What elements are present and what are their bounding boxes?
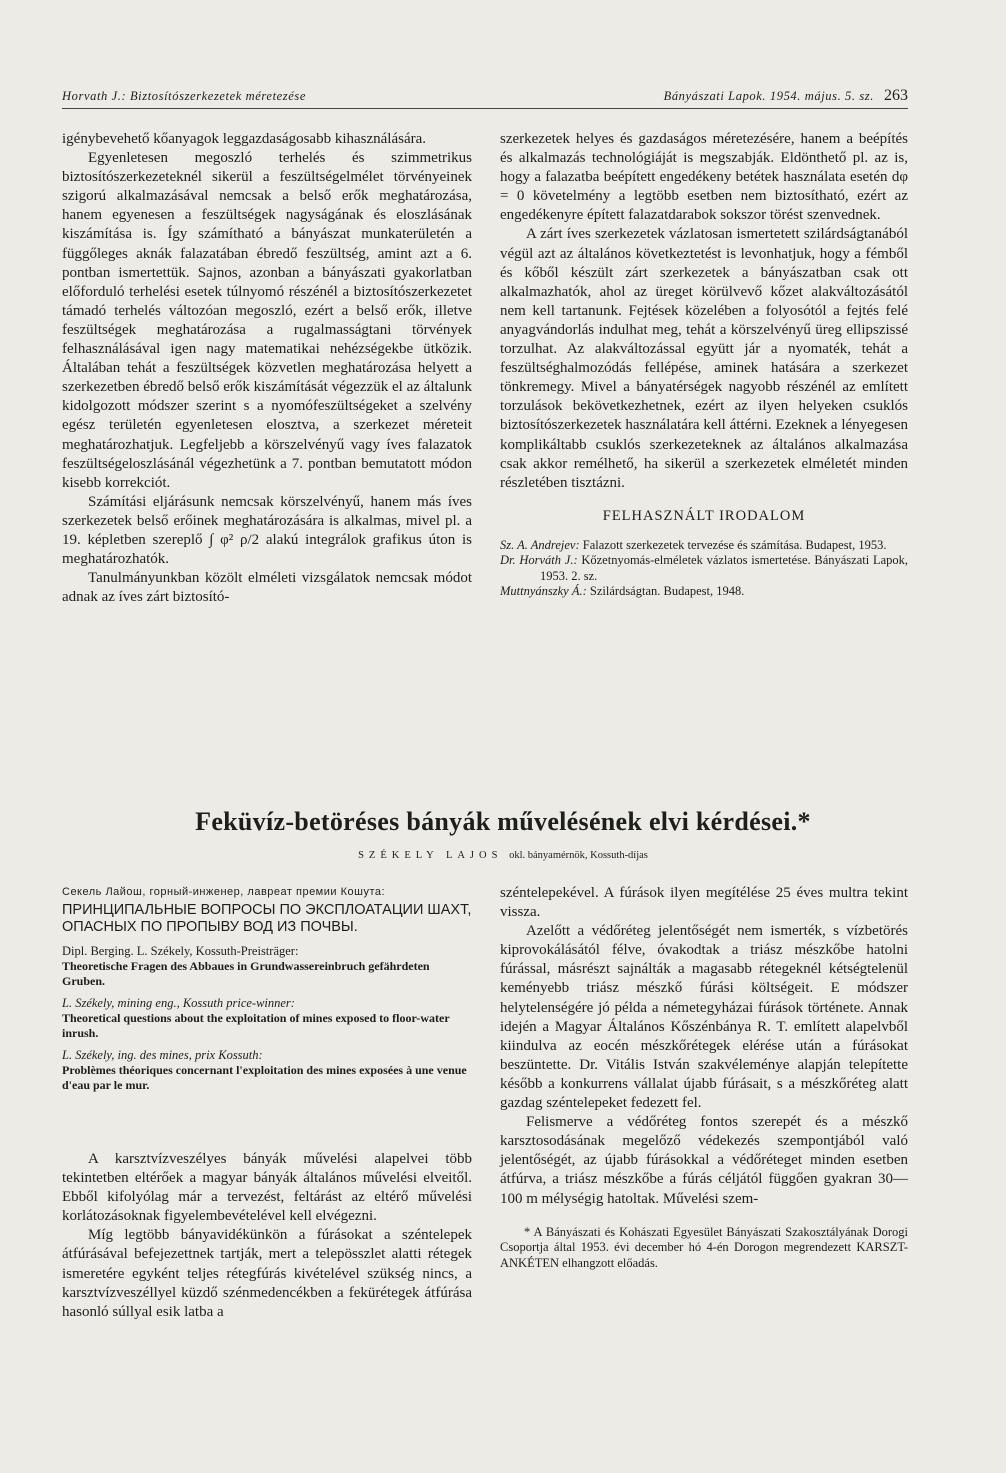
- upper-right-column: [500, 130, 908, 600]
- paragraph: szerkezetek helyes és gazdaságos méretezésére, hanem a beépítés és alkalmazás technológiáját is megszabják. Eldönthető pl. az is, hogy a falazatba beépített engedékeny betétek használata esetén dφ = 0 követelmény a legtöbb esetben nem biztosítható, ezért az engedékenyre épített falazatdarabok sokszor törést szenvednek.: [500, 131, 908, 224]
- author-title: okl. bányamérnök, Kossuth-díjas: [509, 850, 648, 861]
- reference-author: Muttnyánszky Á.:: [500, 584, 587, 599]
- abstract-de: [62, 943, 472, 988]
- reference-item: [500, 584, 908, 600]
- page-number: 263: [884, 87, 908, 104]
- abstract-title: ПРИНЦИПАЛЬНЫЕ ВОПРОСЫ ПО ЭКСПЛОАТАЦИИ ШАХТ, ОПАСНЫХ ПО ПРОПЫВУ ВОД ИЗ ПОЧВЫ.: [62, 902, 472, 935]
- reference-text: Kőzetnyomás-elméletek vázlatos ismertetése. Bányászati Lapok, 1953. 2. sz.: [540, 553, 908, 583]
- footnote: * A Bányászati és Kohászati Egyesület Bányászati Szakosztályának Dorogi Csoportja által 1953. évi december hó 4-én Dorogon megrendezett KARSZT-ANKÉTEN elhangzott előadás.: [500, 1224, 908, 1270]
- abstract-ru: [62, 884, 472, 936]
- lower-left-column: [62, 1150, 472, 1322]
- abstract-author: Dipl. Berging. L. Székely, Kossuth-Preisträger:: [62, 944, 299, 958]
- upper-left-column: [62, 130, 472, 607]
- reference-author: Sz. A. Andrejev:: [500, 537, 580, 552]
- abstract-title: Problèmes théoriques concernant l'exploitation des mines exposées à une venue d'eau par le mur.: [62, 1063, 467, 1092]
- abstract-fr: [62, 1047, 472, 1092]
- author-name: SZÉKELY LAJOS: [358, 850, 503, 861]
- byline: [0, 850, 1006, 861]
- article-title: Feküvíz-betöréses bányák művelésének elvi kérdései.*: [195, 807, 811, 836]
- paragraph: Egyenletesen megoszló terhelés és szimmetrikus biztosítószerkezeteknél sikerül a feszültségelmélet törvényeinek szigorú alkalmazásával nemcsak a belső erők meghatározása, hanem egyenesen a feszültségek nagyságának és eloszlásának kiszámítása is. Így számítható a bányászat munkaterületén a függőleges aknák falazatában ébredő feszültség, amint azt a 6. pontban ismertettük. Sajnos, azonban a bányászati gyakorlatban előforduló terhelési esetek túlnyomó részénél a biztosítószerkezetet támadó terhelés változóan megoszló, ezért a belső erők, illetve feszültségek meghatározása a rugalmasságtani törvények felhasználásával igen nagy matematikai nehézségekbe ütközik. Általában tehát a feszültségek közvetlen meghatározása helyett a szerkezetben ébredő belső erők kiszámítását végezzük el az általunk kidolgozott módszer szerint s a nyomófeszültségeket a szelvény egész területén egyenletesen elosztva, a szerkezet méreteit meghatározhatjuk. Legfeljebb a körszelvényű vagy íves falazatok feszültségeloszlásánál végezhetünk a 7. pontban bemutatott módon kisebb korrekciót.: [62, 150, 472, 491]
- abstract-author: Секель Лайош, горный-инженер, лавреат премии Кошута:: [62, 886, 386, 898]
- running-header: [62, 86, 908, 109]
- abstract-en: [62, 995, 472, 1040]
- abstract-author: L. Székely, ing. des mines, prix Kossuth:: [62, 1048, 263, 1062]
- paragraph: igénybevehető kőanyagok leggazdaságosabb kihasználására.: [62, 131, 427, 147]
- abstract-title: Theoretische Fragen des Abbaues in Grundwassereinbruch gefährdeten Gruben.: [62, 959, 430, 988]
- reference-author: Dr. Horváth J.:: [500, 553, 578, 568]
- header-right: Bányászati Lapok. 1954. május. 5. sz.: [663, 89, 874, 103]
- reference-text: Szilárdságtan. Budapest, 1948.: [589, 584, 745, 599]
- paragraph: Számítási eljárásunk nemcsak körszelvényű, hanem más íves szerkezetek belső erőinek meghatározására is alkalmas, mivel pl. a 19. képletben szereplő ∫ φ² ρ/2 alakú integrálok grafikus úton is meghatározhatók.: [62, 493, 472, 568]
- paragraph: Azelőtt a védőréteg jelentőségét nem ismerték, s vízbetörés kiprovokálásától félve, óvakodtak a triász mészkőbe hatolni fúrással, másrészt sajnálták a magasabb rétegeknél kétségtelenül keményebb triász mészkő fúrási költségeit. E módszer helytelenségére jó példa a németegyházai fúrások története. Annak idején a Magyar Általános Kőszénbánya R. T. említett alapelvből kiindulva az eocén mészkőrétegek elérése után a fúrásokat beszüntette. Dr. Vitális István szakvéleménye alapján telepítette később a konkurrens vállalat újabb fúrásait, s a mészkőréteg alatt gazdag széntelepeket fedezett fel.: [500, 923, 908, 1112]
- lower-right-column: [500, 884, 908, 1271]
- paragraph: A zárt íves szerkezetek vázlatosan ismertetett szilárdságtanából végül azt az általános következtetést is levonhatjuk, hogy a fémből és kőből készült zárt szerkezetek a bányászatban csak ott alkalmazhatók, ahol az üreget körülvevő kőzet alakváltozásától nem kell tartanunk. Fejtések közelében a folyosótól a fejtés felé anyagvándorlás indulhat meg, tehát a körszelvényű üreg ellipszissé torzulhat. Az alakváltozással együtt jár a nyomaték, tehát a feszültséghalmozódás fellépése, aminek hatására a szerkezet tönkremegy. Mivel a bányatérségek nagyobb részénél az említett torzulások bekövetkezhetnek, ezért az ilyen helyeken csuklós biztosítószerkezetek használatára kell áttérni. Ezeknek a lényegesen komplikáltabb csuklós szerkezeteknek az általános alkalmazása csak akkor remélhető, ha sikerül a szerkezetek elméletét minden részletében tisztázni.: [500, 226, 908, 491]
- paragraph: A karsztvízveszélyes bányák művelési alapelvei több tekintetben eltérőek a magyar bányák általános művelési elveitől. Ebből kifolyólag már a tervezést, feltárást az eltérő művelési korlátozásoknak figyelembevételével kell elvégezni.: [62, 1151, 472, 1225]
- paragraph: Míg legtöbb bányavidékünkön a fúrásokat a széntelepek átfúrásával befejezettnek tartják, mert a telepösszlet alatti rétegek ismeretére egyként teljes rétegfúrás kivételével szükség nincs, a karsztvízveszéllyel küzdő szénmedencékben a fekürétegek átfúrása hasonló súllyal esik latba a: [62, 1227, 472, 1320]
- reference-item: [500, 553, 908, 584]
- header-left: Horvath J.: Biztosítószerkezetek méretezése: [62, 89, 307, 103]
- abstract-author: L. Székely, mining eng., Kossuth price-winner:: [62, 996, 295, 1010]
- paragraph: Tanulmányunkban közölt elméleti vizsgálatok nemcsak módot adnak az íves zárt biztosító-: [62, 570, 472, 606]
- abstract-title: Theoretical questions about the exploitation of mines exposed to floor-water inrush.: [62, 1011, 450, 1040]
- paragraph: Felismerve a védőréteg fontos szerepét és a mészkő karsztosodásának megelőző védekezés szempontjából való jelentőségét, az újabb fúrásokkal a védőréteget minden esetben átfúrva, a triász mészkőbe a fúrás céljától függően gyakran 30—100 m mélységig hatoltak. Művelési szem-: [500, 1114, 908, 1207]
- references-title: FELHASZNÁLT IRODALOM: [602, 507, 806, 524]
- reference-item: [500, 538, 908, 554]
- paragraph: széntelepekével. A fúrások ilyen megítélése 25 éves multra tekint vissza.: [500, 885, 908, 921]
- reference-text: Falazott szerkezetek tervezése és számítása. Budapest, 1953.: [582, 537, 887, 552]
- multilingual-abstracts: [62, 884, 472, 1099]
